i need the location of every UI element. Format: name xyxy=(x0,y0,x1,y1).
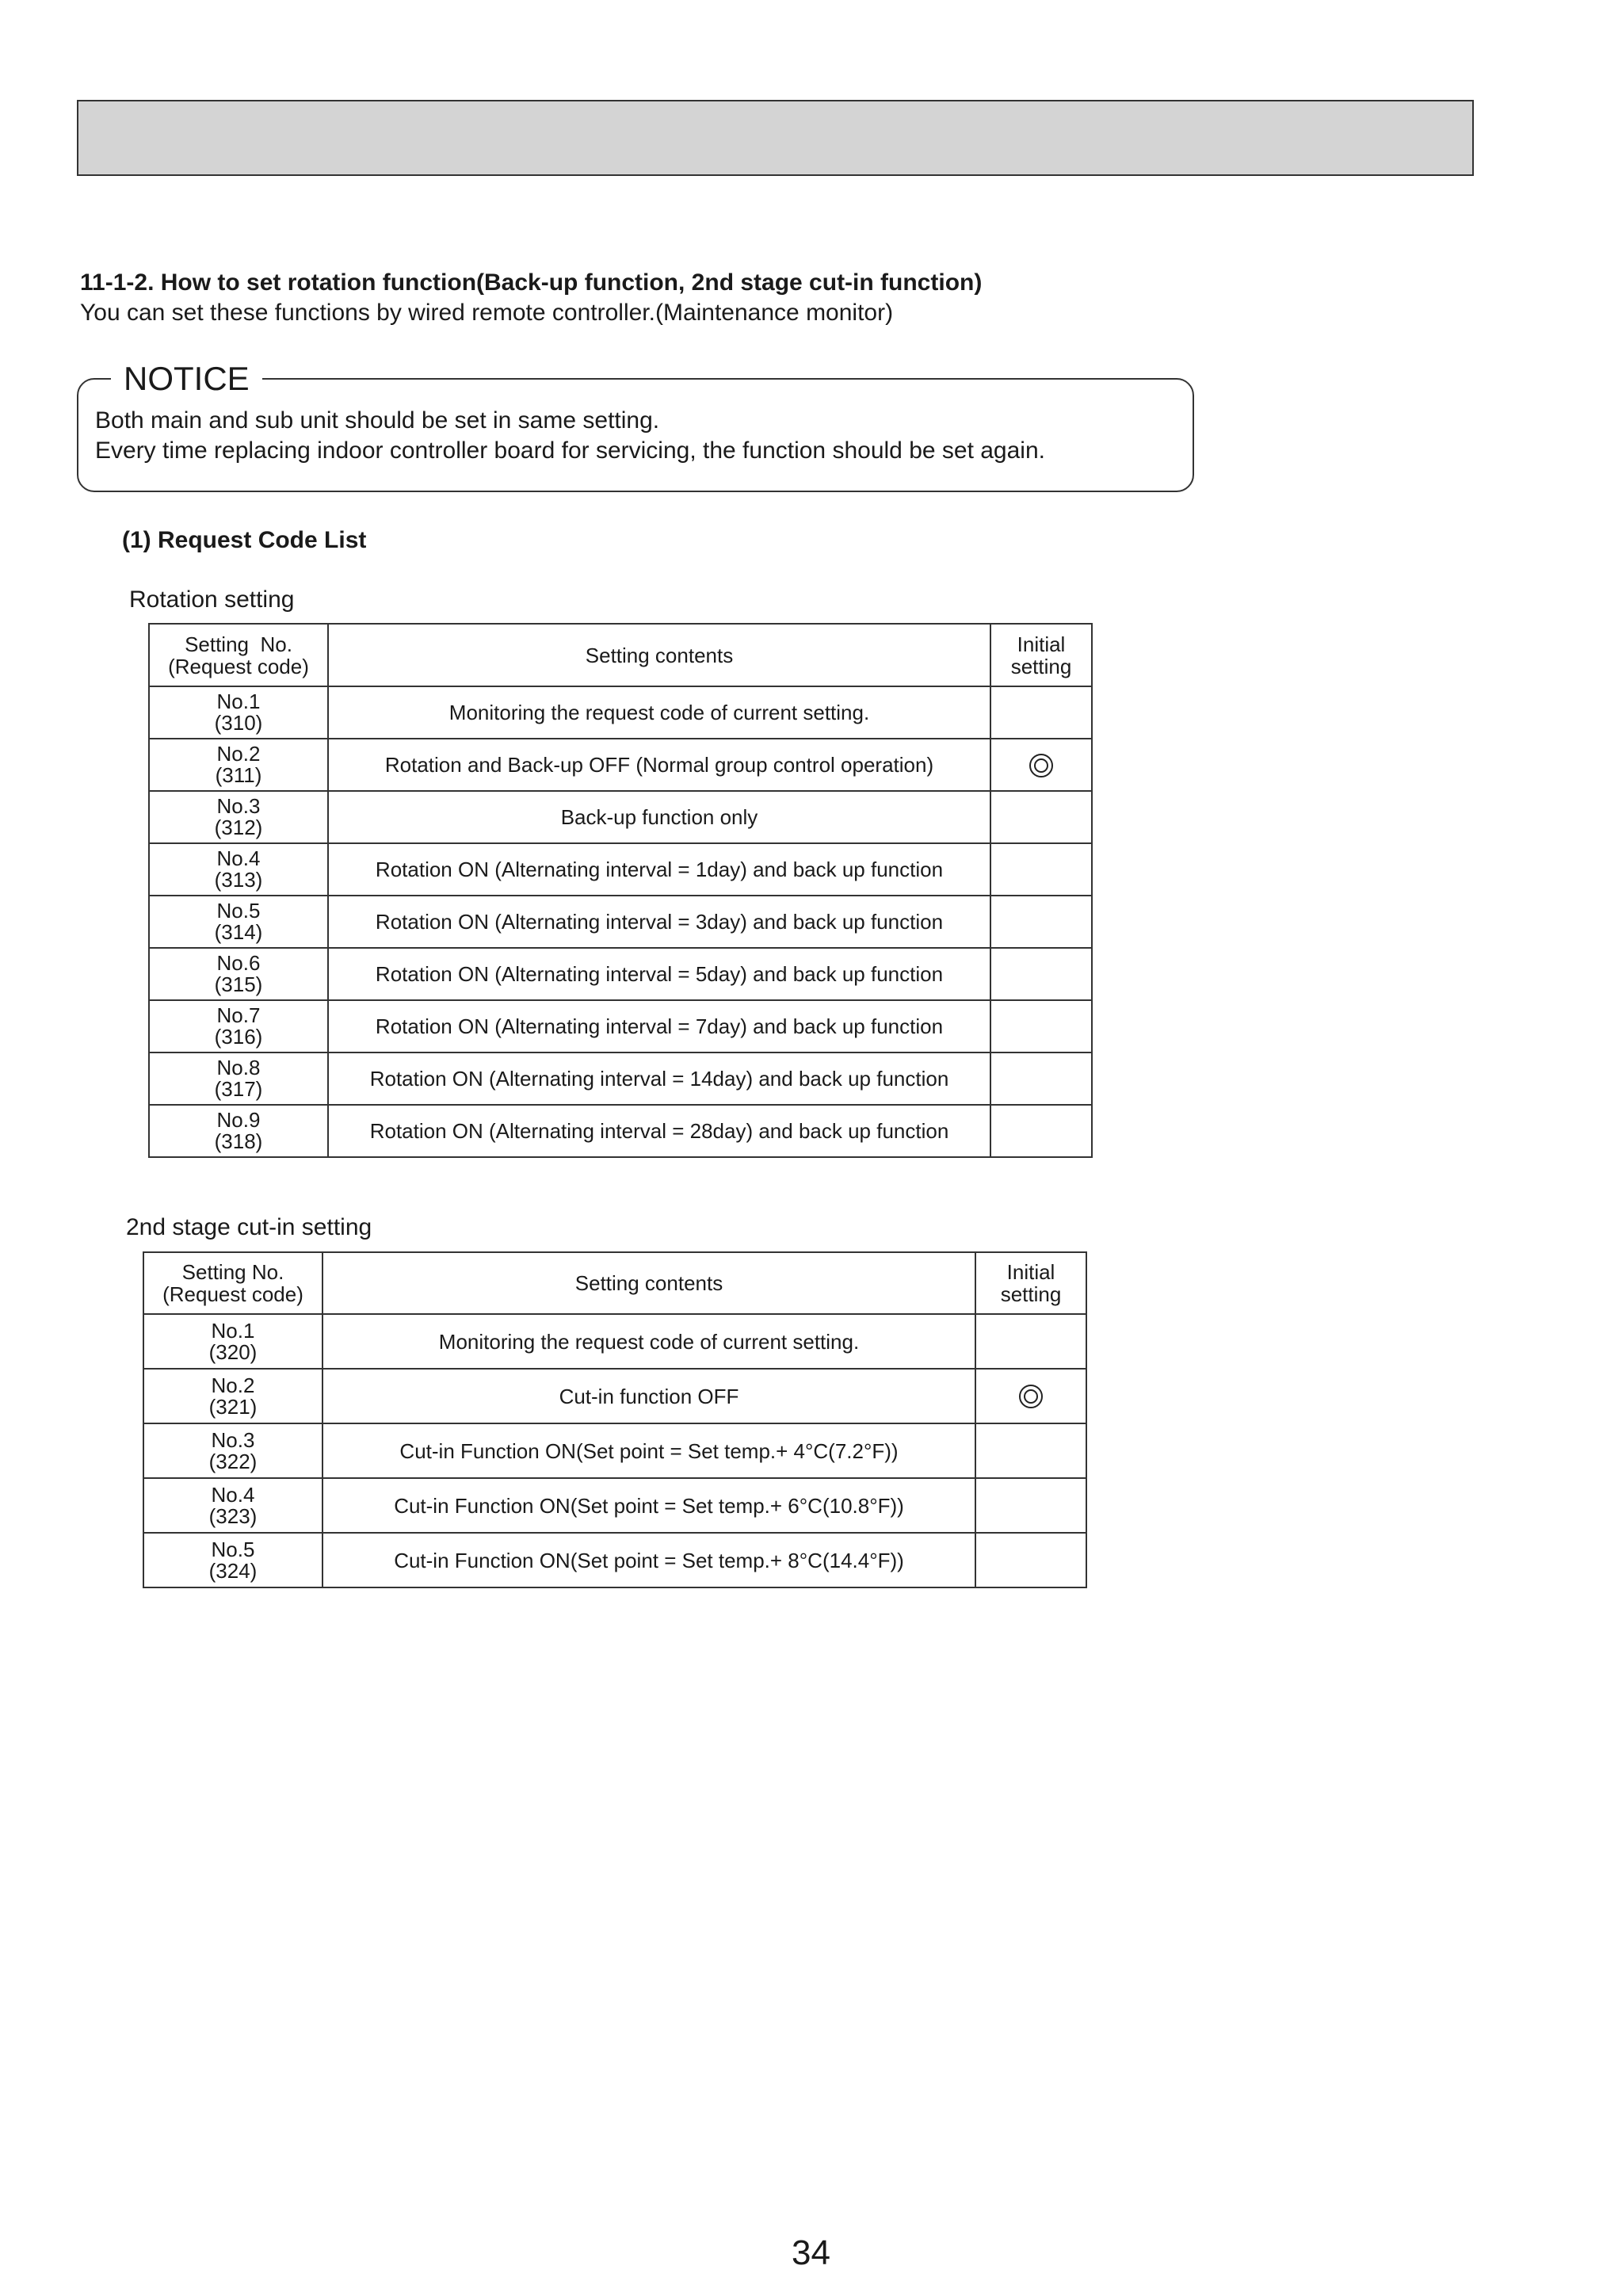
setting-no: No.7 xyxy=(216,1003,261,1027)
setting-contents: Cut-in Function ON(Set point = Set temp.+ 4°C(7.2°F)) xyxy=(322,1423,975,1478)
request-code: (323) xyxy=(208,1503,258,1528)
setting-no: No.4 xyxy=(211,1482,255,1507)
setting-no: No.9 xyxy=(216,1108,261,1132)
setting-no-cell xyxy=(149,1105,328,1157)
setting-no: No.3 xyxy=(216,794,261,818)
initial-setting-cell xyxy=(990,843,1092,896)
setting-no: No.8 xyxy=(216,1056,261,1079)
table-row xyxy=(149,843,1092,896)
initial-setting-cell xyxy=(975,1314,1086,1369)
header-setting-no xyxy=(149,624,328,686)
setting-no-cell xyxy=(143,1478,322,1533)
setting-contents: Rotation ON (Alternating interval = 1day) and back up function xyxy=(328,843,990,896)
table-row xyxy=(149,739,1092,791)
request-code: (311) xyxy=(215,763,262,787)
setting-contents: Back-up function only xyxy=(328,791,990,843)
setting-no: No.4 xyxy=(216,846,261,870)
section-subtitle: You can set these functions by wired remote controller.(Maintenance monitor) xyxy=(80,300,894,326)
table-row xyxy=(143,1533,1086,1587)
table-row xyxy=(149,1105,1092,1157)
table-row xyxy=(143,1423,1086,1478)
setting-no: No.1 xyxy=(216,690,261,713)
header-initial-line1: Initial xyxy=(1006,1260,1055,1284)
header-initial-setting xyxy=(975,1252,1086,1314)
initial-setting-cell xyxy=(990,1000,1092,1052)
header-initial-line2: setting xyxy=(1010,654,1072,678)
setting-contents: Monitoring the request code of current setting. xyxy=(322,1314,975,1369)
setting-no: No.3 xyxy=(211,1427,255,1452)
setting-no: No.2 xyxy=(211,1373,255,1397)
request-code: (321) xyxy=(208,1394,258,1419)
setting-no: No.1 xyxy=(211,1318,255,1343)
initial-setting-cell xyxy=(975,1369,1086,1423)
initial-setting-cell xyxy=(990,948,1092,1000)
setting-no-cell xyxy=(149,686,328,739)
setting-contents: Cut-in Function ON(Set point = Set temp.+ 6°C(10.8°F)) xyxy=(322,1478,975,1533)
setting-contents: Monitoring the request code of current setting. xyxy=(328,686,990,739)
initial-setting-cell xyxy=(990,791,1092,843)
request-code: (324) xyxy=(208,1558,258,1583)
header-setting-contents: Setting contents xyxy=(322,1252,975,1314)
cutin-table xyxy=(143,1251,1087,1588)
section-title: 11-1-2. How to set rotation function(Back-up function, 2nd stage cut-in function) xyxy=(80,269,983,296)
request-code: (313) xyxy=(214,868,263,892)
request-code: (318) xyxy=(214,1129,263,1153)
setting-contents: Rotation ON (Alternating interval = 7day) and back up function xyxy=(328,1000,990,1052)
notice-line: Both main and sub unit should be set in same setting. xyxy=(95,407,660,434)
notice-label: NOTICE xyxy=(111,358,262,399)
request-code: (316) xyxy=(214,1025,263,1049)
request-code: (315) xyxy=(214,972,263,996)
request-code: (312) xyxy=(214,816,263,839)
cutin-caption: 2nd stage cut-in setting xyxy=(126,1214,372,1240)
initial-setting-cell xyxy=(975,1423,1086,1478)
setting-no-cell xyxy=(149,843,328,896)
table-row xyxy=(143,1314,1086,1369)
request-code: (310) xyxy=(214,711,263,735)
table-row xyxy=(149,896,1092,948)
setting-no: No.2 xyxy=(216,742,261,766)
table-row xyxy=(143,1369,1086,1423)
setting-no-cell xyxy=(143,1314,322,1369)
page-number: 34 xyxy=(792,2233,830,2272)
header-setting-no-line2: (Request code) xyxy=(162,1282,303,1306)
header-bar xyxy=(77,100,1474,176)
initial-setting-cell xyxy=(990,1052,1092,1105)
header-setting-no-line1: Setting No. xyxy=(185,632,292,656)
header-initial-line2: setting xyxy=(1000,1282,1062,1306)
setting-no-cell xyxy=(143,1533,322,1587)
setting-contents: Rotation ON (Alternating interval = 28day) and back up function xyxy=(328,1105,990,1157)
double-circle-icon xyxy=(1029,754,1053,777)
request-code: (320) xyxy=(208,1339,258,1364)
setting-no-cell xyxy=(149,791,328,843)
header-setting-no-line1: Setting No. xyxy=(181,1260,284,1284)
initial-setting-cell xyxy=(990,1105,1092,1157)
setting-contents: Rotation and Back-up OFF (Normal group control operation) xyxy=(328,739,990,791)
setting-contents: Cut-in function OFF xyxy=(322,1369,975,1423)
setting-contents: Rotation ON (Alternating interval = 3day) and back up function xyxy=(328,896,990,948)
setting-no-cell xyxy=(143,1369,322,1423)
setting-no: No.5 xyxy=(211,1537,255,1561)
request-code-list-title: (1) Request Code List xyxy=(122,527,367,553)
rotation-table xyxy=(148,623,1093,1158)
request-code: (322) xyxy=(208,1449,258,1473)
header-initial-line1: Initial xyxy=(1017,632,1066,656)
table-row xyxy=(149,791,1092,843)
notice-line: Every time replacing indoor controller board for servicing, the function should be set again. xyxy=(95,437,1045,464)
initial-setting-cell xyxy=(975,1533,1086,1587)
setting-no-cell xyxy=(149,896,328,948)
table-row xyxy=(149,948,1092,1000)
header-setting-no-line2: (Request code) xyxy=(168,654,309,678)
rotation-caption: Rotation setting xyxy=(129,586,295,613)
setting-no-cell xyxy=(143,1423,322,1478)
setting-no-cell xyxy=(149,1052,328,1105)
setting-no: No.6 xyxy=(216,951,261,975)
initial-setting-cell xyxy=(990,896,1092,948)
double-circle-icon xyxy=(1019,1385,1043,1408)
initial-setting-cell xyxy=(975,1478,1086,1533)
initial-setting-cell xyxy=(990,739,1092,791)
setting-contents: Cut-in Function ON(Set point = Set temp.+ 8°C(14.4°F)) xyxy=(322,1533,975,1587)
initial-setting-cell xyxy=(990,686,1092,739)
header-initial-setting xyxy=(990,624,1092,686)
header-setting-contents: Setting contents xyxy=(328,624,990,686)
setting-contents: Rotation ON (Alternating interval = 5day) and back up function xyxy=(328,948,990,1000)
table-row xyxy=(143,1478,1086,1533)
table-row xyxy=(149,1052,1092,1105)
request-code: (314) xyxy=(214,920,263,944)
setting-no-cell xyxy=(149,739,328,791)
table-header-row xyxy=(149,624,1092,686)
table-header-row xyxy=(143,1252,1086,1314)
setting-no-cell xyxy=(149,948,328,1000)
table-row xyxy=(149,686,1092,739)
setting-no: No.5 xyxy=(216,899,261,923)
setting-no-cell xyxy=(149,1000,328,1052)
request-code: (317) xyxy=(214,1077,263,1101)
header-setting-no xyxy=(143,1252,322,1314)
setting-contents: Rotation ON (Alternating interval = 14day) and back up function xyxy=(328,1052,990,1105)
table-row xyxy=(149,1000,1092,1052)
